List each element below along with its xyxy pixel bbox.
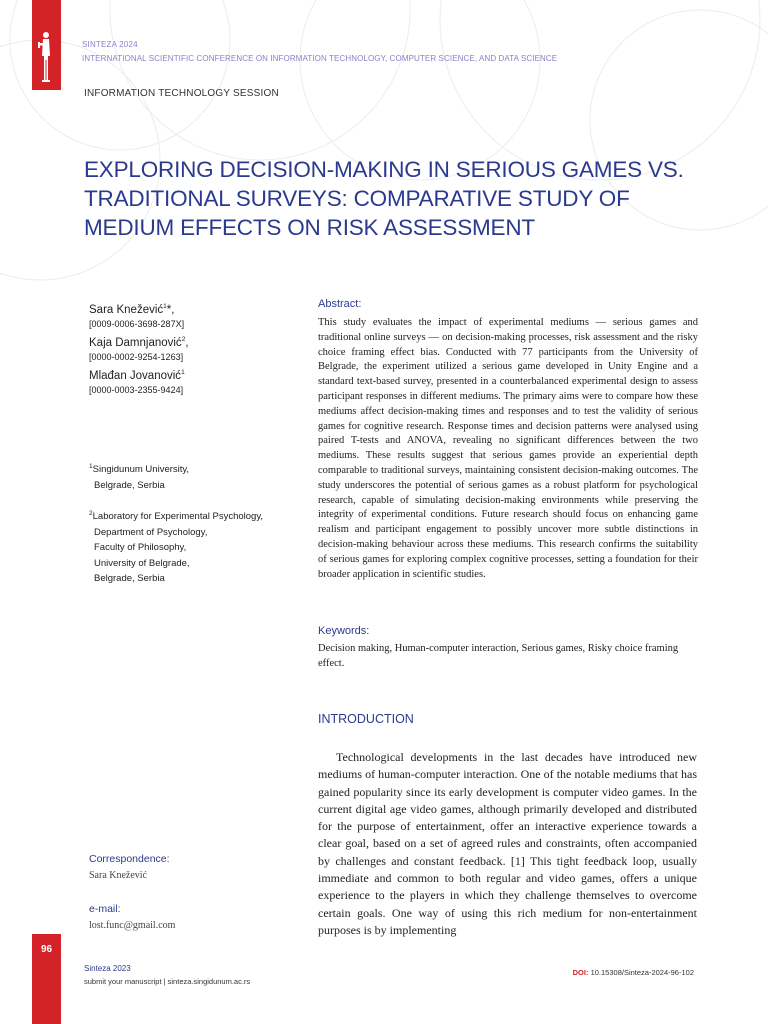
email-link[interactable]: lost.func@gmail.com <box>89 920 176 931</box>
author-orcid: [0000-0003-2355-9424] <box>89 385 184 395</box>
author-name: Kaja Damnjanović$^2$, <box>89 336 189 349</box>
conference-name: INTERNATIONAL SCIENTIFIC CONFERENCE ON INFORMATION TECHNOLOGY, COMPUTER SCIENCE, AND DATA SCIENCE <box>82 54 558 63</box>
introduction-text: Technological developments in the last decades have introduced new mediums of human-computer interaction. One of the notable mediums that has gained popularity since its early development is computer video games. In the current digital age video games, although primarily developed and distributed for the purpose of entertainment, offer an interactive experience towards a clear goal, based on a set of agreed rules and constraints, often accompanied by challenges and constant feedback. [1] This tight feedback loop, usually immediate and common to both regular and video games, offers a unique experience to the players in which they challenge themselves to overcome certain goals. One way of using this rich medium for non-entertainment purposes is by implementing <box>318 750 697 937</box>
email-label: e-mail: <box>89 903 121 915</box>
author-orcid: [0009-0006-3698-287X] <box>89 319 185 329</box>
session-label: INFORMATION TECHNOLOGY SESSION <box>84 88 279 99</box>
abstract-label: Abstract: <box>318 298 362 310</box>
author-name: Mlađan Jovanović$^1$ <box>89 369 185 382</box>
correspondence-name: Sara Knežević <box>89 870 148 881</box>
abstract-text: This study evaluates the impact of experimental mediums — serious games and traditional online surveys — on decision-making processes, risk assessment and the risky choice framing effect bias. Conducted with 77 participants from the University of Belgrade, the experiment utilized a serious game developed in Unity Engine and a standard text-based survey, presented in a counterbalanced experimental design to assess participant responses in different mediums. The primary aims were to compare how these mediums affect decision-making times and responses and to test the validity of serious games for cognitive research. Response times and decision patterns were analysed using paired T-tests and ANOVA, revealing no significant differences between the two mediums. These results suggest that serious games provide an experiential depth comparable to traditional surveys, maintaining consistent decision-making outcomes. The study underscores the potential of serious games as a robust platform for psychological research, capable of simulating decision-making environments while preserving the integrity of experimental conditions. Future research should focus on enhancing game realism and participant engagement to possibly uncover more subtle distinctions in decision-making behaviour across these mediums. This research confirms the suitability of serious games for exploring complex cognitive processes, setting a foundation for their broader application in scientific studies. <box>318 317 698 580</box>
author-name: Sara Knežević$^1$*, <box>89 303 175 316</box>
author-list <box>89 304 289 403</box>
footer-doi[interactable]: DOI: 10.15308/Sinteza-2024-96-102 <box>572 968 694 977</box>
correspondence-label: Correspondence: <box>89 853 170 865</box>
standing-figure-logo-icon <box>36 28 56 86</box>
page-number: 96 <box>40 944 53 955</box>
conference-year: SINTEZA 2024 <box>82 40 138 49</box>
keywords-text: Decision making, Human-computer interaction, Serious games, Risky choice framing effect. <box>318 643 679 669</box>
affiliation-2: $^2$Laboratory for Experimental Psychology, Department of Psychology, Faculty of Philosophy, University of Belgrade, Belgrade, Serbia <box>89 509 264 584</box>
footer-submit-link[interactable]: submit your manuscript | sinteza.singidunum.ac.rs <box>84 977 251 986</box>
affiliation-1: $^1$Singidunum University, Belgrade, Serbia <box>89 462 190 491</box>
author-orcid: [0000-0002-9254-1263] <box>89 352 184 362</box>
section-heading-introduction: INTRODUCTION <box>318 712 414 726</box>
footer-conference: Sinteza 2023 <box>84 964 131 973</box>
keywords-label: Keywords: <box>318 625 370 637</box>
paper-title: EXPLORING DECISION-MAKING IN SERIOUS GAMES VS. TRADITIONAL SURVEYS: COMPARATIVE STUDY OF MEDIUM EFFECTS ON RISK ASSESSMENT <box>84 157 684 240</box>
